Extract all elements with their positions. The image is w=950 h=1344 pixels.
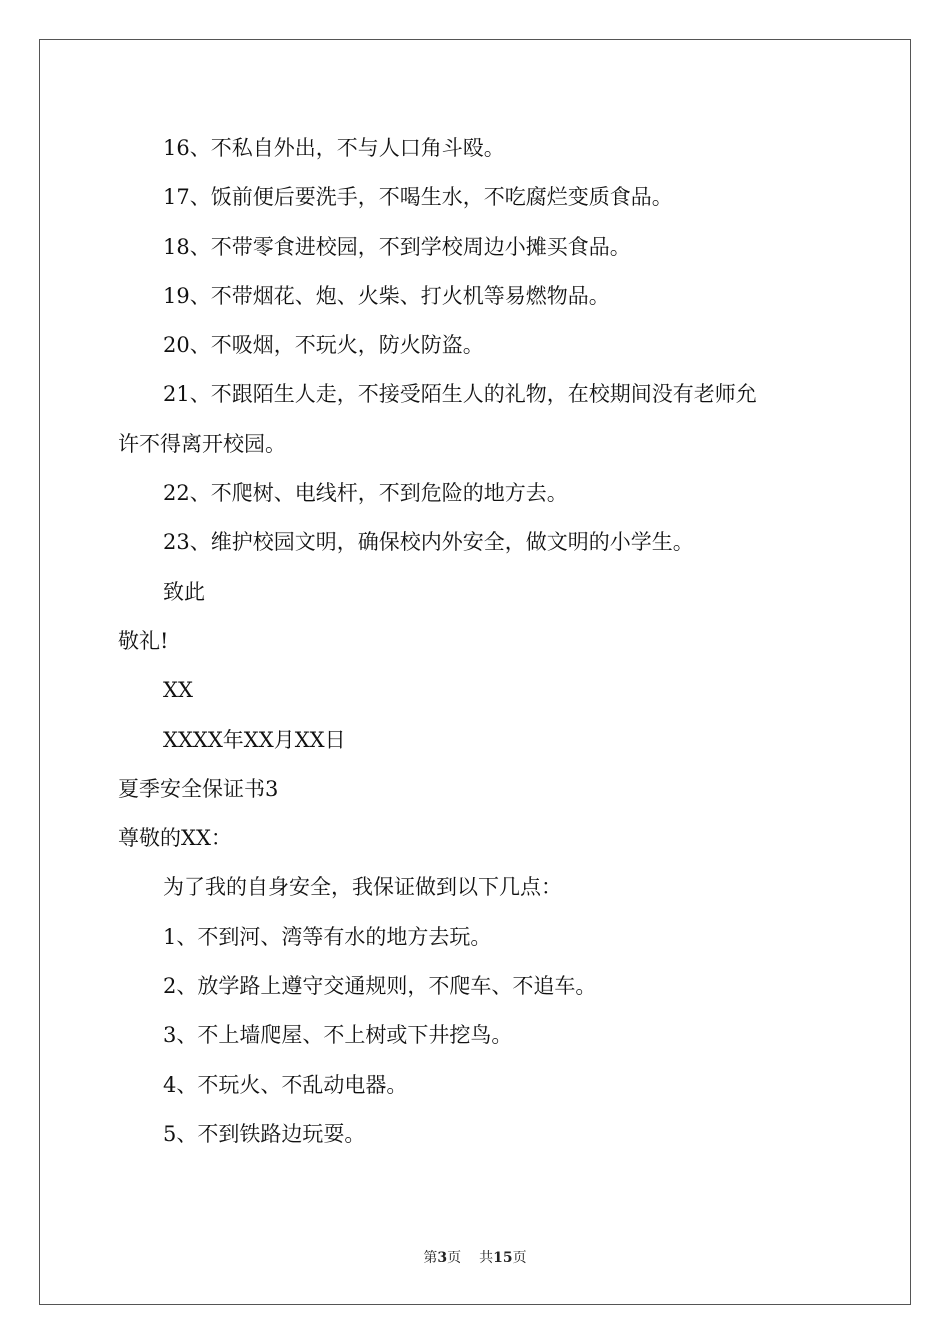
footer-prefix: 第 [423, 1250, 438, 1266]
footer-total-pages: 15 [493, 1250, 513, 1266]
item-22: 22、不爬树、电线杆，不到危险的地方去。 [163, 481, 568, 506]
item-2: 2、放学路上遵守交通规则，不爬车、不追车。 [163, 974, 597, 999]
item-1: 1、不到河、湾等有水的地方去玩。 [163, 924, 492, 949]
item-18: 18、不带零食进校园，不到学校周边小摊买食品。 [163, 234, 631, 259]
section-title: 夏季安全保证书3 [118, 776, 279, 801]
footer-total-unit: 页 [512, 1250, 527, 1266]
item-3: 3、不上墙爬屋、不上树或下井挖鸟。 [163, 1023, 513, 1048]
closing-salute: 敬礼! [118, 628, 169, 653]
item-21: 21、不跟陌生人走，不接受陌生人的礼物，在校期间没有老师允 [163, 382, 757, 407]
closing-zhici: 致此 [163, 579, 205, 604]
signature-date: XXXX年XX月XX日 [163, 727, 346, 752]
item-17: 17、饭前便后要洗手，不喝生水，不吃腐烂变质食品。 [163, 185, 673, 210]
document-body [118, 124, 838, 1159]
footer-current-page: 3 [437, 1250, 448, 1266]
salutation: 尊敬的XX： [118, 826, 232, 851]
item-20: 20、不吸烟，不玩火，防火防盗。 [163, 333, 484, 358]
intro-paragraph: 为了我的自身安全，我保证做到以下几点： [163, 875, 562, 900]
page-footer [0, 1247, 950, 1267]
footer-page-unit: 页 [447, 1250, 462, 1266]
item-16: 16、不私自外出，不与人口角斗殴。 [163, 136, 505, 160]
item-23: 23、维护校园文明，确保校内外安全，做文明的小学生。 [163, 530, 694, 555]
footer-total-prefix: 共 [479, 1250, 494, 1266]
signature-name: XX [163, 678, 193, 703]
item-4: 4、不玩火、不乱动电器。 [163, 1072, 408, 1097]
item-19: 19、不带烟花、炮、火柴、打火机等易燃物品。 [163, 283, 610, 308]
item-21-continuation: 许不得离开校园。 [118, 431, 286, 456]
item-5: 5、不到铁路边玩耍。 [163, 1121, 366, 1146]
